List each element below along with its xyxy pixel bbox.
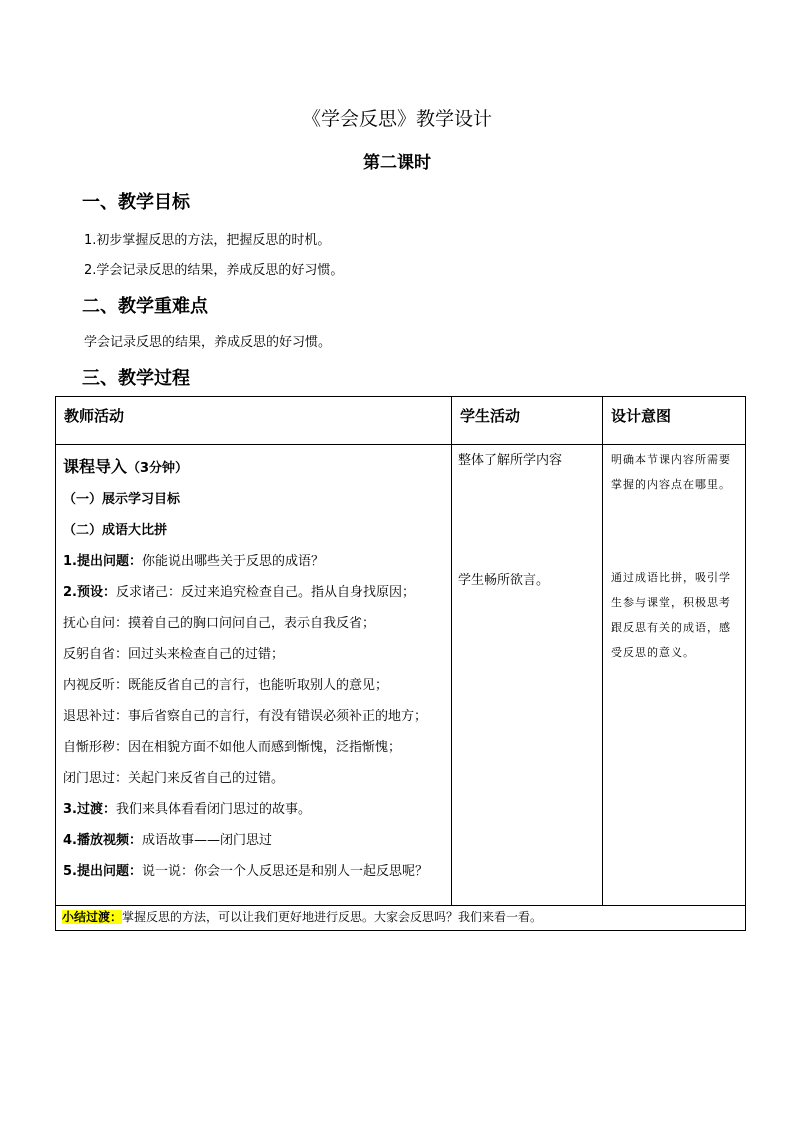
document-title: 《学会反思》教学设计 xyxy=(301,108,492,130)
document-subtitle: 第二课时 xyxy=(363,153,431,173)
table-header-row xyxy=(56,397,746,445)
goal-item: 2.学会记录反思的结果，养成反思的好习惯。 xyxy=(84,263,344,278)
subheading: （一）展示学习目标 xyxy=(63,492,181,507)
section-heading-process: 三、教学过程 xyxy=(82,368,190,389)
summary-cell xyxy=(56,906,746,931)
list-item: 抚心自问：摸着自己的胸口问问自己，表示自我反省； xyxy=(63,616,376,631)
student-activity-text: 学生畅所欲言。 xyxy=(458,573,550,588)
table-row xyxy=(56,445,746,906)
design-intent-text: 明确本节课内容所需要掌握的内容点在哪里。 xyxy=(611,453,731,491)
list-item: 2.预设：反求诸己：反过来追究检查自己。指从自身找原因； xyxy=(63,585,415,600)
section-heading-goals: 一、教学目标 xyxy=(82,192,190,213)
list-item: 5.提出问题：说一说：你会一个人反思还是和别人一起反思呢？ xyxy=(63,864,428,879)
header-student: 学生活动 xyxy=(452,397,603,445)
design-intent-text: 通过成语比拼，吸引学生参与课堂，积极思考跟反思有关的成语，感受反思的意义。 xyxy=(611,571,731,659)
design-intent-cell xyxy=(603,445,746,906)
list-item: 闭门思过：关起门来反省自己的过错。 xyxy=(63,771,285,786)
list-item: 反躬自省：回过头来检查自己的过错； xyxy=(63,647,285,662)
list-item: 3.过渡：我们来具体看看闭门思过的故事。 xyxy=(63,802,311,817)
subheading: （二）成语大比拼 xyxy=(63,523,168,538)
section-heading-keypoints: 二、教学重难点 xyxy=(82,296,208,317)
summary-row xyxy=(56,906,746,931)
teacher-activity-cell xyxy=(56,445,452,906)
student-activity-text: 整体了解所学内容 xyxy=(458,453,563,468)
header-intent: 设计意图 xyxy=(603,397,746,445)
list-item: 退思补过：事后省察自己的言行，有没有错误必须补正的地方； xyxy=(63,709,428,724)
intro-title: 课程导入（3分钟） xyxy=(63,457,189,476)
goal-item: 1.初步掌握反思的方法，把握反思的时机。 xyxy=(84,233,331,248)
summary-text: 掌握反思的方法，可以让我们更好地进行反思。大家会反思吗？我们来看一看。 xyxy=(122,910,543,924)
list-item: 内视反听：既能反省自己的言行，也能听取别人的意见； xyxy=(63,678,389,693)
summary-label: 小结过渡： xyxy=(62,910,123,924)
list-item: 1.提出问题：你能说出哪些关于反思的成语？ xyxy=(63,554,324,569)
student-activity-cell xyxy=(452,445,603,906)
list-item: 自惭形秽：因在相貌方面不如他人而感到惭愧，泛指惭愧； xyxy=(63,740,402,755)
header-teacher: 教师活动 xyxy=(56,397,452,445)
list-item: 4.播放视频：成语故事——闭门思过 xyxy=(63,833,272,848)
keypoint-text: 学会记录反思的结果，养成反思的好习惯。 xyxy=(84,335,332,350)
teaching-process-table xyxy=(55,396,746,931)
